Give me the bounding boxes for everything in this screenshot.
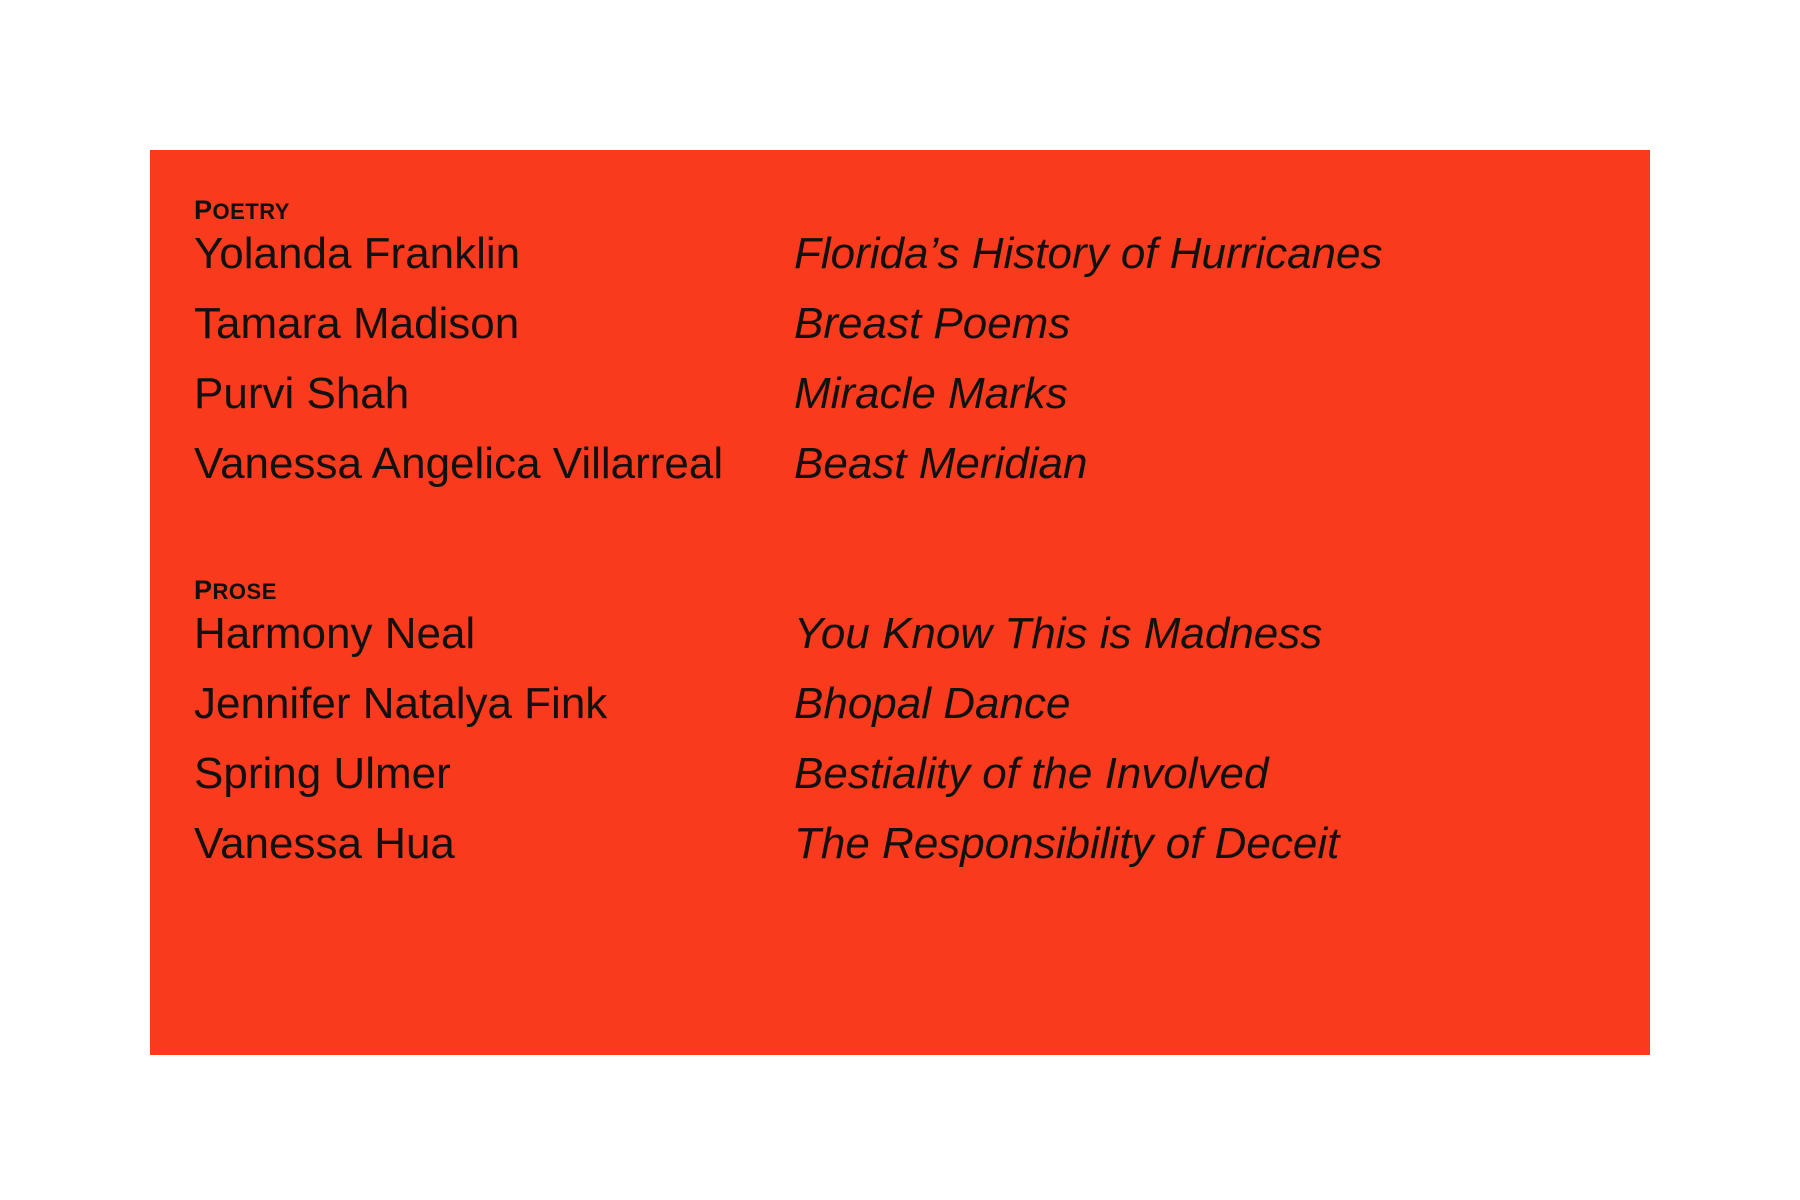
entry-title: You Know This is Madness — [794, 609, 1323, 658]
contents-panel — [150, 150, 1650, 1055]
entry-title: Bhopal Dance — [794, 679, 1071, 728]
entry-title: The Responsibility of Deceit — [794, 819, 1340, 868]
entry-author: Vanessa Angelica Villarreal — [194, 439, 724, 488]
entry-author: Spring Ulmer — [194, 749, 451, 798]
list-item — [194, 679, 1650, 752]
list-item — [194, 369, 1650, 442]
entry-list-poetry — [194, 229, 1650, 512]
entry-author: Tamara Madison — [194, 299, 520, 348]
section-heading-prose: prose — [194, 566, 277, 608]
entry-author: Vanessa Hua — [194, 819, 455, 868]
entry-title: Breast Poems — [794, 299, 1071, 348]
entry-author: Purvi Shah — [194, 369, 410, 418]
list-item — [194, 229, 1650, 302]
entry-title: Miracle Marks — [794, 369, 1068, 418]
entry-list-prose — [194, 609, 1650, 892]
list-item — [194, 749, 1650, 822]
list-item — [194, 609, 1650, 682]
section-heading-poetry: poetry — [194, 186, 290, 228]
section-spacer — [194, 512, 1650, 568]
section-prose — [194, 568, 1650, 892]
entry-author: Harmony Neal — [194, 609, 476, 658]
entry-title: Florida’s History of Hurricanes — [794, 229, 1383, 278]
list-item — [194, 439, 1650, 512]
list-item — [194, 819, 1650, 892]
entry-title: Bestiality of the Involved — [794, 749, 1269, 798]
entry-title: Beast Meridian — [794, 439, 1088, 488]
entry-author: Yolanda Franklin — [194, 229, 521, 278]
entry-author: Jennifer Natalya Fink — [194, 679, 608, 728]
list-item — [194, 299, 1650, 372]
section-poetry — [194, 188, 1650, 512]
